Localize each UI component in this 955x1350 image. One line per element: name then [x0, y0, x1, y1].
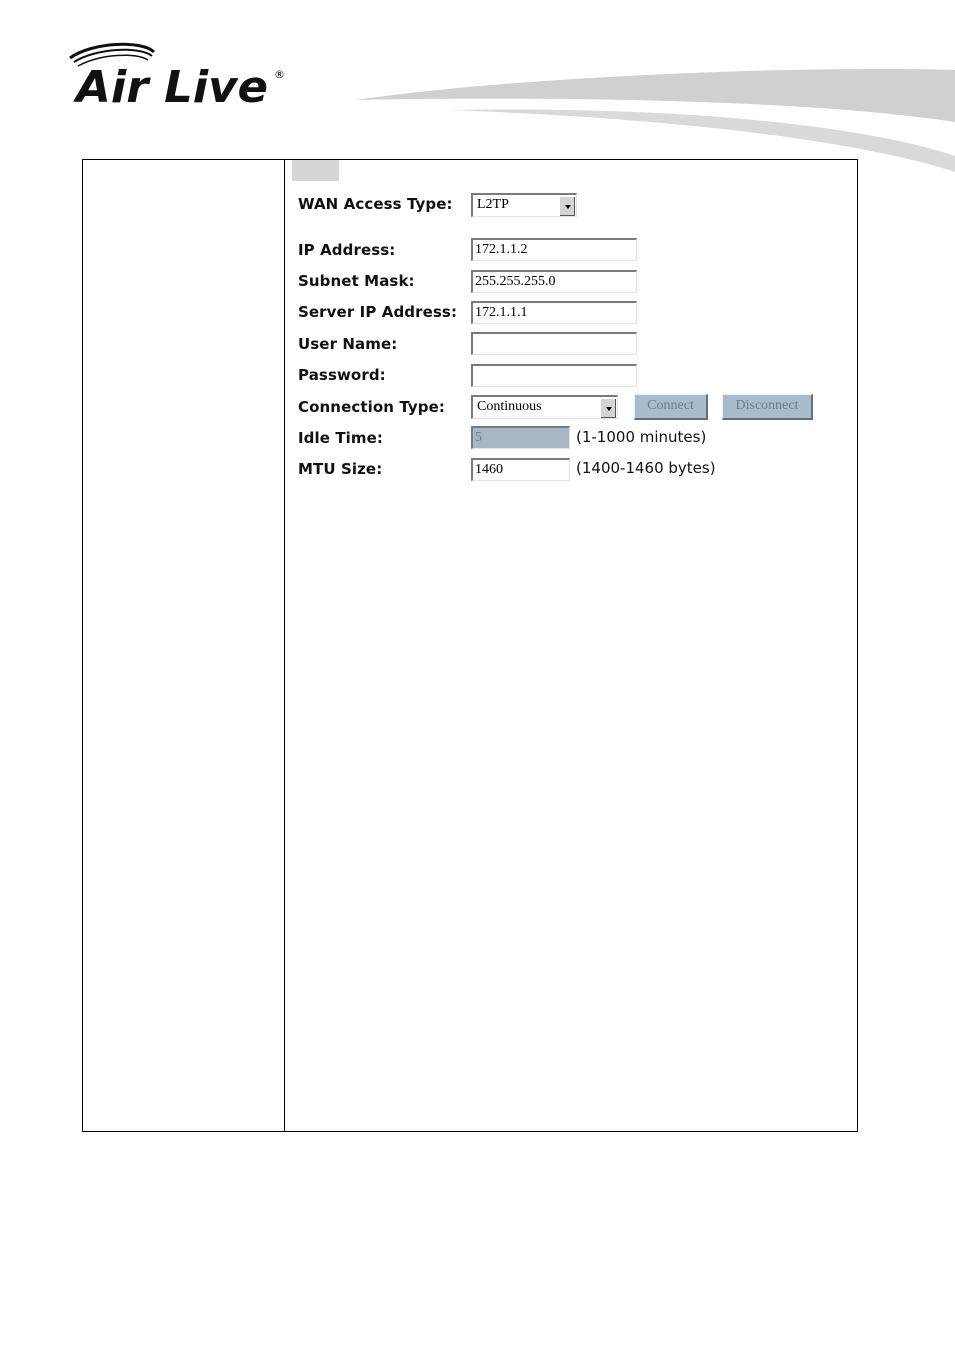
ip-address-input[interactable]: 172.1.1.2 [471, 238, 637, 261]
connection-type-select[interactable] [471, 395, 618, 419]
idle-time-input[interactable]: 5 [471, 426, 570, 449]
logo-registered-mark: ® [274, 68, 285, 81]
mtu-size-label: MTU Size: [298, 460, 383, 478]
connect-button[interactable]: Connect [634, 394, 708, 420]
tab-stub [292, 160, 339, 181]
wan-access-type-label: WAN Access Type: [298, 195, 453, 213]
airlive-logo [62, 40, 292, 112]
user-name-label: User Name: [298, 335, 398, 353]
server-ip-input[interactable]: 172.1.1.1 [471, 301, 637, 324]
user-name-input[interactable] [471, 332, 637, 355]
disconnect-button[interactable]: Disconnect [722, 394, 813, 420]
mtu-size-hint: (1400-1460 bytes) [576, 459, 716, 477]
password-label: Password: [298, 366, 386, 384]
password-input[interactable] [471, 364, 637, 387]
subnet-mask-input[interactable]: 255.255.255.0 [471, 270, 637, 293]
mtu-size-input[interactable]: 1460 [471, 458, 570, 481]
logo-text: Air Live [72, 62, 268, 112]
column-divider [284, 160, 285, 1131]
subnet-mask-label: Subnet Mask: [298, 272, 415, 290]
connection-type-label: Connection Type: [298, 398, 445, 416]
connection-type-value: Continuous [477, 399, 542, 414]
wan-access-type-value: L2TP [477, 197, 509, 212]
idle-time-hint: (1-1000 minutes) [576, 428, 707, 446]
content-frame [82, 159, 858, 1132]
chevron-down-icon[interactable] [559, 196, 575, 216]
server-ip-label: Server IP Address: [298, 303, 458, 321]
chevron-down-icon[interactable] [600, 398, 616, 418]
wan-access-type-select[interactable] [471, 193, 577, 217]
ip-address-label: IP Address: [298, 241, 396, 259]
idle-time-label: Idle Time: [298, 429, 384, 447]
